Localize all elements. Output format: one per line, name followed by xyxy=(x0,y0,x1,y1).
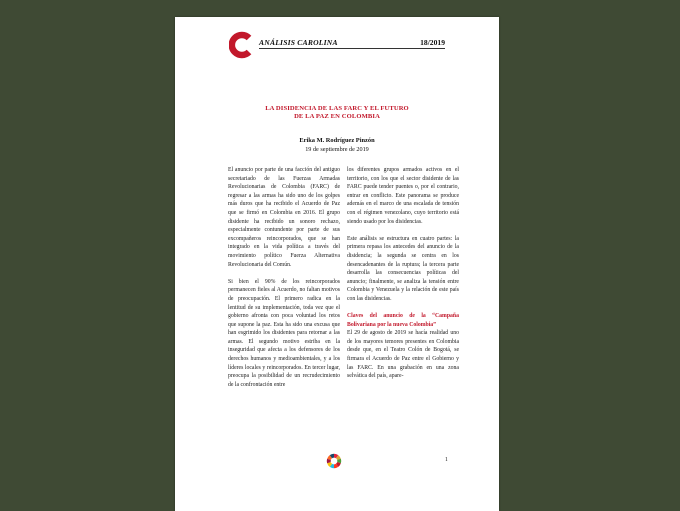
section-subheading: Claves del anuncio de la “Campaña Bolivariana por la nueva Colombia” xyxy=(347,313,459,328)
header-rule xyxy=(259,48,445,49)
issue-number: 18/2019 xyxy=(420,38,445,47)
paragraph: El 29 de agosto de 2019 se hacía realidad uno de los mayores temores presentes en Colombia desde que, en el Teatro Colón de Bogotá, se firmara el Acuerdo de Paz entre el Gobierno y las FARC. En una grabación en una zona selvática del país, apare- xyxy=(347,330,459,380)
title-line-2: DE LA PAZ EN COLOMBIA xyxy=(294,113,380,121)
document-title xyxy=(175,105,499,122)
paragraph: El anuncio por parte de una facción del antiguo secretariado de las Fuerzas Armadas Revolucionarias de Colombia (FARC) de regresar a las armas ha sido uno de los golpes más duros que ha recibido el Acuerdo de Paz que se firmó en Colombia en 2016. El grupo disidente ha recibido un sonoro rechazo, especialmente contundente por parte de sus excompañeros reincorporados, que se han integrado en la vida política a través del movimiento político Fuerza Alternativa Revolucionaria del Común. xyxy=(228,167,340,268)
document-page xyxy=(175,17,499,511)
carolina-logo-icon xyxy=(229,31,257,59)
paragraph: los diferentes grupos armados activos en el territorio, con los que el sector disidente de las FARC puede tender puentes o, por el contrario, entrar en conflicto. Este panorama se produce además en el marco de una escalada de tensión con el régimen venezolano, cuyo territorio está siendo usado por los disidencias. xyxy=(347,167,459,225)
paragraph: Si bien el 90% de los reincorporados permanecen fieles al Acuerdo, no faltan motivos de preocupación. El primero radica en la lentitud de su implementación, toda vez que el gobierno afronta con poca voluntad los retos que supone la paz. Esta ha sido una excusa que han esgrimido los disidentes para retornar a las armas. El segundo motivo estriba en la inseguridad que afecta a los defensores de los derechos humanos y medioambientales, y a los líderes locales y reincorporados. En tercer lugar, preocupa la posibilidad de un recrudecimiento de la confrontación entre xyxy=(228,278,340,388)
left-column xyxy=(228,166,340,398)
publication-date: 19 de septiembre de 2019 xyxy=(305,146,369,153)
paragraph: Este análisis se estructura en cuatro partes: la primera repasa los antecedes del anuncio de la disidencia; la segunda se centra en los desencadenantes de la ruptura; la tercera parte desarrolla las consecuencias políticas del anuncio; finalmente, se analiza la tensión entre Colombia y Venezuela y la relación de este país con las disidencias. xyxy=(347,235,459,302)
right-column xyxy=(347,166,459,389)
page-number: 1 xyxy=(445,457,448,463)
sdg-wheel-icon xyxy=(326,453,342,469)
author-name: Erika M. Rodríguez Pinzón xyxy=(299,137,375,144)
brand-name: ANÁLISIS CAROLINA xyxy=(259,38,338,47)
title-line-1: LA DISIDENCIA DE LAS FARC Y EL FUTURO xyxy=(265,105,409,112)
